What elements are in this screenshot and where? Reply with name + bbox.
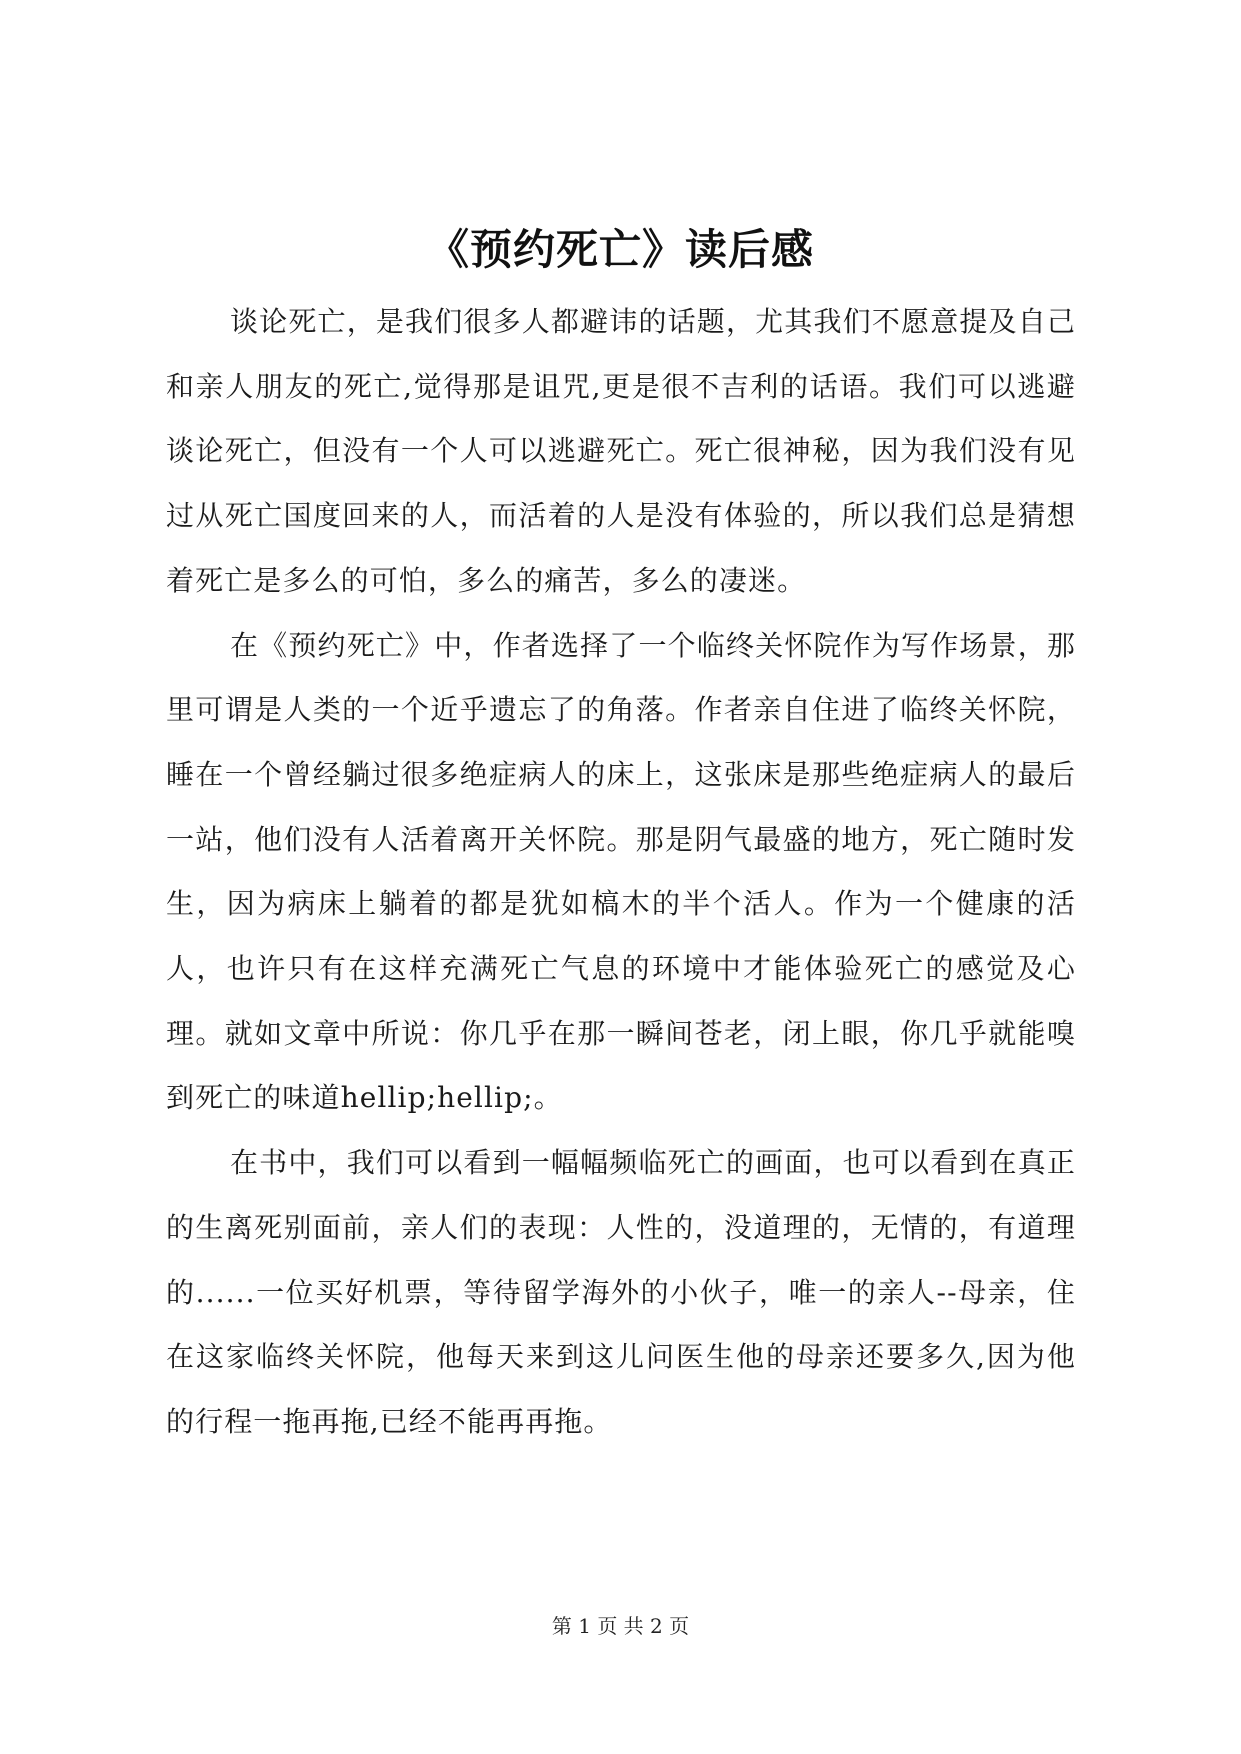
paragraph-3: 在书中，我们可以看到一幅幅频临死亡的画面，也可以看到在真正的生离死别面前，亲人们的表现：人性的，没道理的，无情的，有道理的......一位买好机票，等待留学海外的小伙子，唯一的亲人--母亲，住在这家临终关怀院，他每天来到这儿问医生他的母亲还要多久,因为他的行程一拖再拖,已经不能再再拖。 [166,1146,1076,1438]
document-body [166,290,1076,1455]
paragraph-1: 谈论死亡，是我们很多人都避讳的话题，尤其我们不愿意提及自己和亲人朋友的死亡,觉得那是诅咒,更是很不吉利的话语。我们可以逃避谈论死亡，但没有一个人可以逃避死亡。死亡很神秘，因为我们没有见过从死亡国度回来的人，而活着的人是没有体验的，所以我们总是猜想着死亡是多么的可怕，多么的痛苦，多么的凄迷。 [166,305,1076,597]
document-title: 《预约死亡》读后感 [426,225,814,274]
page-number-footer: 第 1 页 共 2 页 [551,1614,690,1638]
paragraph-2: 在《预约死亡》中，作者选择了一个临终关怀院作为写作场景，那里可谓是人类的一个近乎遗忘了的角落。作者亲自住进了临终关怀院，睡在一个曾经躺过很多绝症病人的床上，这张床是那些绝症病人的最后一站，他们没有人活着离开关怀院。那是阴气最盛的地方，死亡随时发生，因为病床上躺着的都是犹如槁木的半个活人。作为一个健康的活人，也许只有在这样充满死亡气息的环境中才能体验死亡的感觉及心理。就如文章中所说：你几乎在那一瞬间苍老，闭上眼，你几乎就能嗅到死亡的味道hellip;hellip;。 [166,628,1076,1115]
